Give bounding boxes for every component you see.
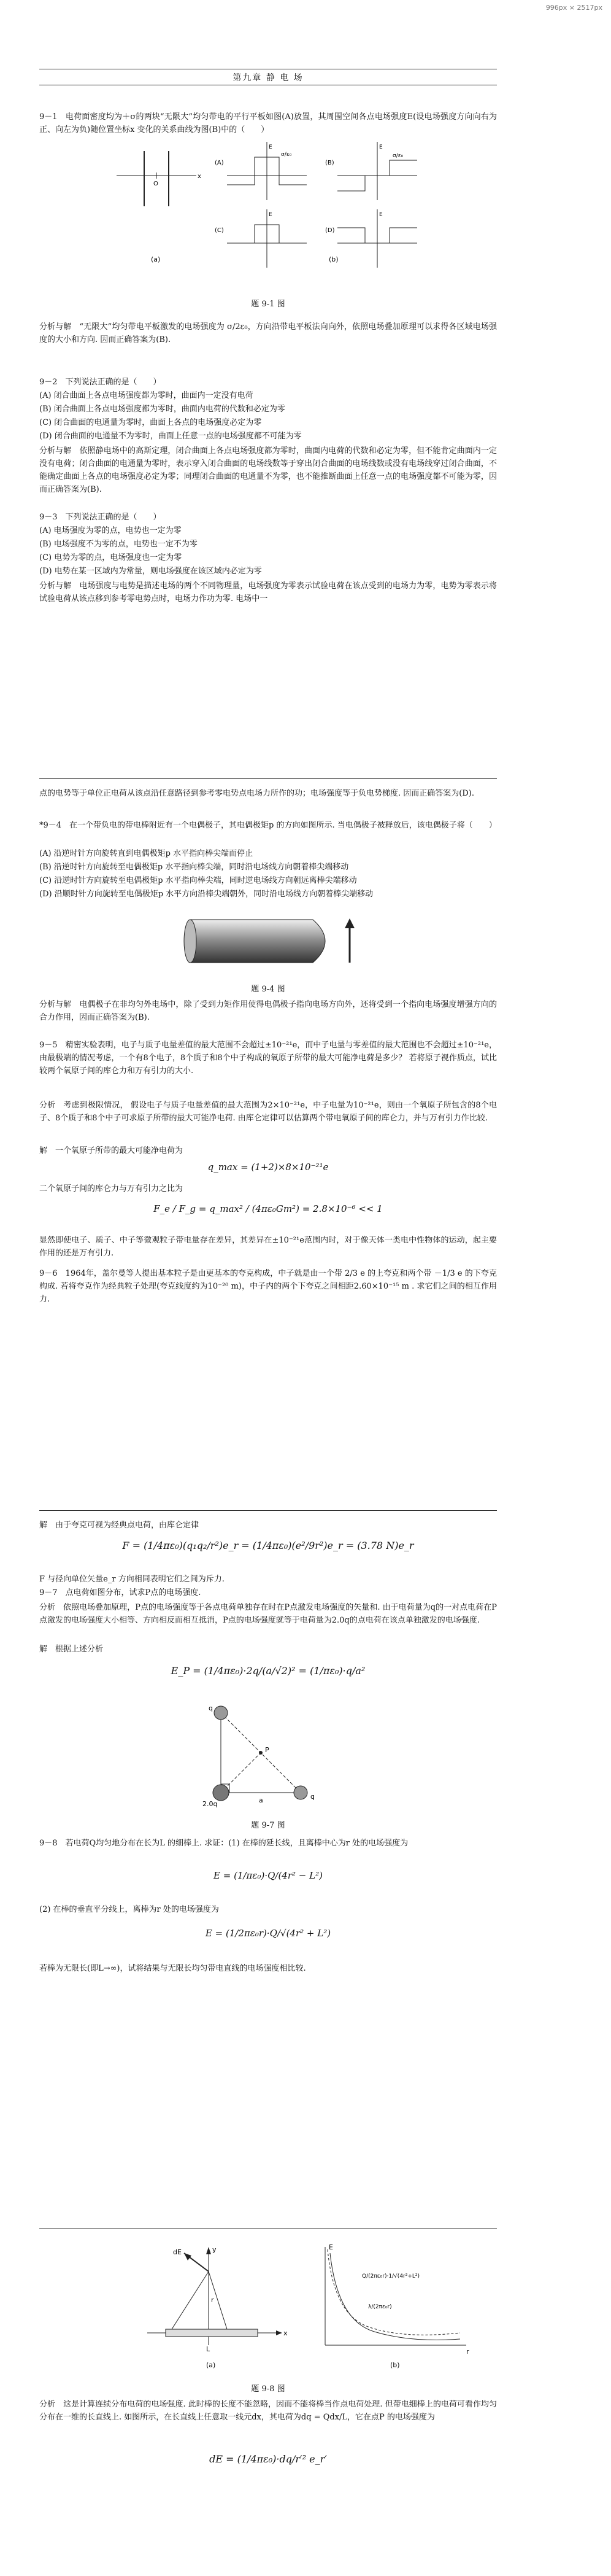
question-9-8: 9－8 若电荷Q均匀地分布在长为L 的细棒上. 求证：(1) 在棒的延长线，且离棒中心为r 处的电场强度为 — [39, 1839, 409, 1848]
svg-text:L: L — [206, 2345, 210, 2353]
figure-9-1-option-D — [325, 209, 417, 268]
svg-text:(D): (D) — [325, 227, 335, 234]
analysis-9-8: 分析 这是计算连续分布电荷的电场强度. 此时棒的长度不能忽略，因而不能将棒当作点电荷处理. 但带电细棒上的电荷可看作均匀分布在一维的长直线上. 如图所示，在长直线上任意取一线元dx，其电荷为dq = Qdx/L，它在点P 的电场强度为 — [39, 2400, 497, 2422]
text-9-6-2: F 与径向单位矢量e_r 方向相同表明它们之间为斥力. — [39, 1575, 225, 1584]
answer-9-3-part1: 分析与解 电场强度与电势是描述电场的两个不同物理量，电场强度为零表示试验电荷在该点受到的电场力为零，电势为零表示将试验电荷从该点移到参考零电势点时，电场力作功为零. 电场中一 — [39, 581, 497, 603]
svg-text:q: q — [209, 1704, 213, 1712]
answer-9-4: 分析与解 电偶极子在非均匀外电场中，除了受到力矩作用使得电偶极子指向电场方向外，还将受到一个指向电场强度增强方向的合力作用，因而正确答案为(B). — [39, 1000, 497, 1022]
solution-9-6: 解 由于夸克可视为经典点电荷，由库仑定律 — [39, 1521, 199, 1530]
svg-text:y: y — [212, 2246, 217, 2254]
option-9-2-c: (C) 闭合曲面的电通量为零时，曲面上各点的电场强度必定为零 — [39, 418, 262, 427]
figure-9-1 — [98, 139, 442, 286]
figure-9-1-option-B — [325, 142, 417, 200]
option-9-3-d: (D) 电势在某一区域内为常量，则电场强度在该区域内必定为零 — [39, 567, 262, 576]
origin-label: O — [153, 180, 158, 187]
svg-text:x: x — [283, 2329, 288, 2337]
option-9-3-a: (A) 电场强度为零的点，电势也一定为零 — [39, 526, 182, 535]
svg-text:r: r — [466, 2348, 469, 2356]
caption-a: (a) — [151, 255, 161, 263]
dimensions-label: 996px × 2517px — [545, 4, 602, 12]
page-rule — [39, 778, 497, 779]
text-9-8-2: (2) 在棒的垂直平分线上，离棒为r 处的电场强度为 — [39, 1905, 219, 1914]
question-9-4: *9－4 在一个带负电的带电棒附近有一个电偶极子，其电偶极矩p 的方向如图所示. 当电偶极子被释放后，该电偶极子将（ ） — [39, 821, 497, 830]
equation-9-8-2: E = (1/2πε₀r)·Q/√(4r² + L²) — [205, 1928, 331, 1939]
svg-text:(b): (b) — [329, 255, 339, 263]
figure-9-8a — [147, 2246, 288, 2369]
question-9-7: 9－7 点电荷如图分布，试求P点的电场强度. — [39, 1588, 201, 1597]
svg-text:E: E — [269, 212, 272, 218]
option-9-3-c: (C) 电势为零的点，电场强度也一定为零 — [39, 553, 182, 562]
figure-9-8-caption: 题 9-8 图 — [251, 2384, 285, 2394]
equation-9-8-3: dE = (1/4πε₀)·dq/r′² e_r′ — [209, 2453, 327, 2465]
svg-text:E: E — [379, 144, 383, 150]
charge-right — [294, 1786, 307, 1799]
solution-9-5: 解 一个氧原子所带的最大可能净电荷为 — [39, 1146, 183, 1155]
svg-text:r: r — [211, 2296, 214, 2304]
svg-text:σ/ε₀: σ/ε₀ — [281, 152, 292, 158]
analysis-9-7: 分析 依照电场叠加原理，P点的电场强度等于各点电荷单独存在时在P点激发电场强度的矢量和. 由于电荷量为q的一对点电荷在P点激发的电场强度大小相等、方向相反而相互抵消，P点的电场强度就等于电荷量为2.0q的点电荷在该点单独激发的电场强度. — [39, 1603, 497, 1625]
figure-9-8 — [135, 2241, 478, 2376]
svg-text:P: P — [265, 1746, 269, 1754]
figure-9-1-option-A — [215, 142, 307, 200]
svg-text:(B): (B) — [325, 160, 334, 166]
option-9-2-d: (D) 闭合曲面的电通量不为零时，曲面上任意一点的电场强度都不可能为零 — [39, 432, 302, 441]
figure-9-1-option-C — [215, 209, 307, 268]
option-9-2-b: (B) 闭合曲面上各点电场强度都为零时，曲面内电荷的代数和必定为零 — [39, 405, 285, 414]
option-9-4-d: (D) 沿顺时针方向旋转至电偶极矩p 水平方向沿棒尖端朝外，同时沿电场线方向朝着棒尖端移动 — [39, 890, 374, 899]
answer-9-3-part2: 点的电势等于单位正电荷从该点沿任意路径到参考零电势点电场力所作的功；电场强度等于负电势梯度. 因而正确答案为(D). — [39, 789, 474, 798]
svg-text:a: a — [259, 1796, 263, 1804]
svg-text:(b): (b) — [390, 2361, 400, 2369]
point-P — [259, 1751, 263, 1755]
question-9-2: 9－2 下列说法正确的是（ ） — [39, 378, 161, 387]
svg-text:(A): (A) — [215, 160, 224, 166]
question-9-6: 9－6 1964年，盖尔曼等人提出基本粒子是由更基本的夸克构成，中子就是由一个带 2/3 e 的上夸克和两个带 －1/3 e 的下夸克构成. 若将夸克作为经典粒子处理(夸克线度约为10⁻²⁰ m)，中子内的两个下夸克之间相距2.60×10⁻¹⁵ m . 求它们之间的相互作用力. — [39, 1269, 497, 1304]
x-label: x — [198, 173, 201, 180]
svg-text:dE: dE — [173, 2248, 182, 2256]
solution-9-7: 解 根据上述分析 — [39, 1645, 104, 1654]
option-9-4-c: (C) 沿逆时针方向旋转至电偶极矩p 水平指向棒尖端，同时逆电场线方向朝远离棒尖端移动 — [39, 876, 357, 885]
text-9-5-2: 二个氧原子间的库仑力与万有引力之比为 — [39, 1184, 183, 1193]
text-9-8-3: 若棒为无限长(即L→∞)，试将结果与无限长均匀带电直线的电场强度相比较. — [39, 1964, 306, 1973]
chapter-title: 第九章 静 电 场 — [232, 73, 304, 83]
charged-rod — [190, 920, 325, 963]
svg-text:2.0q: 2.0q — [202, 1800, 218, 1808]
charge-top — [214, 1706, 228, 1720]
svg-text:Q/(2πε₀r)·1/√(4r²+L²): Q/(2πε₀r)·1/√(4r²+L²) — [362, 2273, 420, 2279]
svg-text:q: q — [310, 1793, 315, 1801]
figure-9-7-caption: 题 9-7 图 — [251, 1821, 285, 1830]
figure-9-8b — [325, 2243, 469, 2369]
text-9-5-3: 显然即使电子、质子、中子等微观粒子带电量存在差异，其差异在±10⁻²¹e范围内时，对于像天体一类电中性物体的运动，起主要作用的还是万有引力. — [39, 1236, 497, 1258]
figure-9-4-caption: 题 9-4 图 — [251, 985, 285, 994]
figure-9-1-caption: 题 9-1 图 — [251, 300, 285, 309]
svg-text:E: E — [379, 212, 383, 218]
figure-9-7 — [202, 1701, 362, 1811]
figure-9-4 — [178, 907, 374, 975]
page-rule — [39, 1510, 497, 1511]
option-9-4-b: (B) 沿逆时针方向旋转至电偶极矩p 水平指向棒尖端，同时沿电场线方向朝着棒尖端移动 — [39, 863, 349, 872]
question-9-1: 9－1 电荷面密度均为＋σ的两块“无限大”均匀带电的平行平板如图(A)放置，其周围空间各点电场强度E(设电场强度方向向右为正、向左为负)随位置坐标x 变化的关系曲线为图(B)中的（ ） — [39, 112, 497, 134]
figure-9-1a — [117, 151, 201, 263]
equation-9-6: F = (1/4πε₀)(q₁q₂/r²)e_r = (1/4πε₀)(e²/9r²)e_r = (3.78 N)e_r — [122, 1540, 414, 1551]
svg-text:σ/ε₀: σ/ε₀ — [393, 153, 404, 159]
equation-9-7: E_P = (1/4πε₀)·2q/(a/√2)² = (1/πε₀)·q/a² — [171, 1665, 366, 1677]
answer-9-1: 分析与解 “无限大”均匀带电平板激发的电场强度为 σ/2ε₀，方向沿带电平板法向向外，依照电场叠加原理可以求得各区域电场强度的大小和方向. 因而正确答案为(B). — [39, 322, 497, 344]
answer-9-2: 分析与解 依照静电场中的高斯定理，闭合曲面上各点电场强度都为零时，曲面内电荷的代数和必定为零，但不能肯定曲面内一定没有电荷；闭合曲面的电通量为零时，表示穿入闭合曲面的电场线数等于穿出闭合曲面的电场线数或没有电场线穿过闭合曲面，不能确定曲面上各点的电场强度必定为零；同理闭合曲面的电通量不为零，也不能推断曲面上任意一点的电场强度都不可能为零，因而正确答案为(B). — [39, 446, 497, 494]
option-9-4-a: (A) 沿逆时针方向旋转直到电偶极矩p 水平指向棒尖端而停止 — [39, 849, 253, 858]
equation-9-8-1: E = (1/πε₀)·Q/(4r² − L²) — [213, 1870, 323, 1881]
question-9-5: 9－5 精密实验表明，电子与质子电量差值的最大范围不会超过±10⁻²¹e，而中子电量与零差值的最大范围也不会超过±10⁻²¹e，由最极端的情况考虑，一个有8个电子，8个质子和8个中子构成的氧原子所带的最大可能净电荷是多少？ 若将原子视作质点，试比较两个氧原子间的库仑力和万有引力的大小. — [39, 1041, 497, 1076]
svg-text:E: E — [329, 2243, 333, 2251]
curve-finite — [330, 2253, 460, 2340]
charge-corner — [213, 1785, 229, 1801]
equation-9-5-1: q_max = (1+2)×8×10⁻²¹e — [207, 1162, 329, 1173]
question-9-3: 9－3 下列说法正确的是（ ） — [39, 513, 161, 522]
svg-text:E: E — [269, 144, 272, 150]
curve-infinite — [328, 2249, 460, 2335]
option-9-3-b: (B) 电场强度不为零的点，电势也一定不为零 — [39, 540, 198, 549]
svg-text:λ/(2πε₀r): λ/(2πε₀r) — [368, 2304, 392, 2310]
option-9-2-a: (A) 闭合曲面上各点电场强度都为零时，曲面内一定没有电荷 — [39, 391, 253, 400]
svg-text:(a): (a) — [206, 2361, 216, 2369]
equation-9-5-2: F_e / F_g = q_max² / (4πε₀Gm²) = 2.8×10⁻⁶ << 1 — [153, 1203, 383, 1214]
svg-text:(C): (C) — [215, 227, 224, 234]
analysis-9-5: 分析 考虑到极限情况， 假设电子与质子电量差值的最大范围为2×10⁻²¹e，中子电量为10⁻²¹e，则由一个氧原子所包含的8个电子、8个质子和8个中子可求原子所带的最大可能净电荷. 由库仑定律可以估算两个带电氧原子间的库仑力，并与万有引力作比较. — [39, 1101, 497, 1123]
